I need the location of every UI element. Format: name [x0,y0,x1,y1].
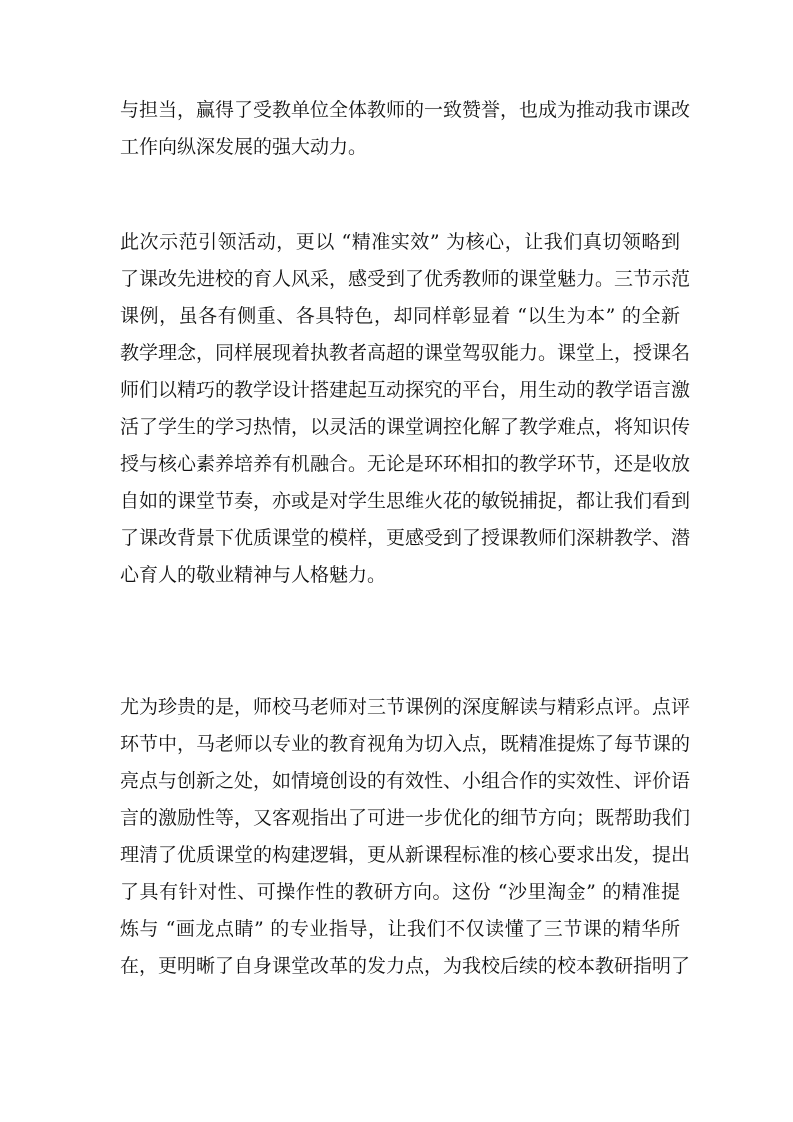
text-line: 师们以精巧的教学设计搭建起互动探究的平台，用生动的教学语言激 [120,379,691,401]
text-line: 工作向纵深发展的强大动力。 [120,136,368,158]
text-line: 自如的课堂节奏，亦或是对学生思维火花的敏锐捕捉，都让我们看到 [120,490,691,512]
text-line: 言的激励性等，又客观指出了可进一步优化的细节方向；既帮助我们 [120,807,691,829]
text-line: 授与核心素养培养有机融合。无论是环环相扣的教学环节，还是收放 [120,453,691,475]
text-line: 亮点与创新之处，如情境创设的有效性、小组合作的实效性、评价语 [120,770,691,792]
text-line: 了课改背景下优质课堂的模样，更感受到了授课教师们深耕教学、潜 [120,527,691,549]
text-line: 在，更明晰了自身课堂改革的发力点，为我校后续的校本教研指明了 [120,955,691,977]
text-line: 尤为珍贵的是，师校马老师对三节课例的深度解读与精彩点评。点评 [120,696,691,718]
paragraph-1 [120,92,691,166]
text-line: 心育人的敬业精神与人格魅力。 [120,564,387,586]
text-line: 了具有针对性、可操作性的教研方向。这份 “沙里淘金” 的精准提 [120,881,680,903]
text-line: 了课改先进校的育人风采，感受到了优秀教师的课堂魅力。三节示范 [120,268,691,290]
text-line: 与担当，赢得了受教单位全体教师的一致赞誉，也成为推动我市课改 [120,99,691,121]
text-line: 炼与 “画龙点睛” 的专业指导，让我们不仅读懂了三节课的精华所 [120,918,680,940]
text-line: 理清了优质课堂的构建逻辑，更从新课程标准的核心要求出发，提出 [120,844,691,866]
text-line: 教学理念，同样展现着执教者高超的课堂驾驭能力。课堂上，授课名 [120,342,691,364]
text-line: 此次示范引领活动，更以 “精准实效” 为核心，让我们真切领略到 [120,231,680,253]
paragraph-2 [120,224,691,594]
paragraph-3 [120,689,691,985]
text-line: 课例，虽各有侧重、各具特色，却同样彰显着 “以生为本” 的全新 [120,305,680,327]
text-line: 活了学生的学习热情，以灵活的课堂调控化解了教学难点，将知识传 [120,416,691,438]
text-line: 环节中，马老师以专业的教育视角为切入点，既精准提炼了每节课的 [120,733,691,755]
